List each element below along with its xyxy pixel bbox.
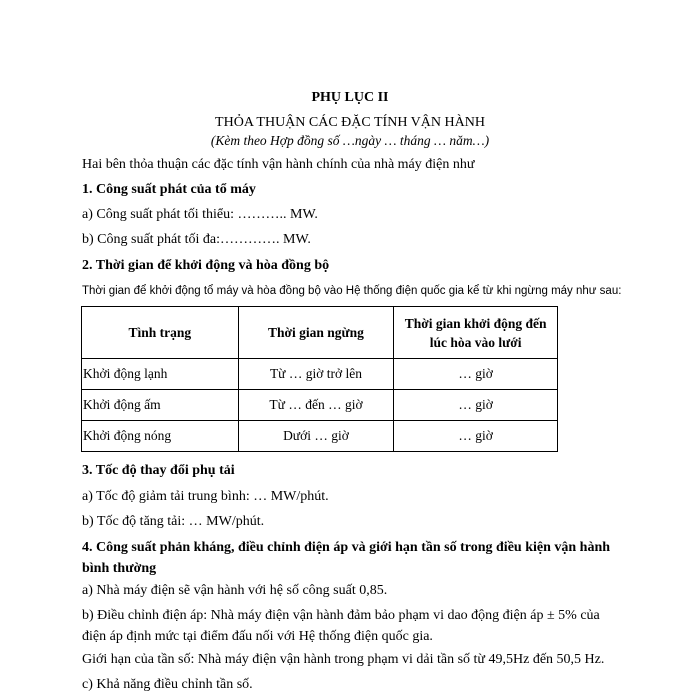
section-1-item-a: a) Công suất phát tối thiểu: ……….. MW. <box>82 207 318 222</box>
section-4-item-c: c) Khả năng điều chỉnh tần số. <box>82 677 253 692</box>
table-cell-downtime: Dưới … giờ <box>238 421 394 452</box>
table-cell-downtime: Từ … giờ trở lên <box>238 359 394 390</box>
table-header-startup-time: Thời gian khởi động đến lúc hòa vào lưới <box>394 307 558 359</box>
table-row <box>82 390 558 421</box>
section-2-heading: 2. Thời gian để khởi động và hòa đồng bộ <box>82 258 330 273</box>
table-cell-status: Khởi động lạnh <box>82 359 239 390</box>
section-2-description: Thời gian để khởi động tổ máy và hòa đồng bộ vào Hệ thống điện quốc gia kể từ khi ngừng máy như sau: <box>82 285 622 297</box>
section-1-heading: 1. Công suất phát của tổ máy <box>82 182 256 197</box>
contract-reference-note: (Kèm theo Hợp đồng số …ngày … tháng … năm…) <box>210 133 490 148</box>
table-cell-startup-time: … giờ <box>394 390 558 421</box>
table-row <box>82 421 558 452</box>
intro-paragraph: Hai bên thỏa thuận các đặc tính vận hành chính của nhà máy điện như <box>82 157 475 172</box>
table-header-row <box>82 307 558 359</box>
section-3-item-b: b) Tốc độ tăng tải: … MW/phút. <box>82 514 265 529</box>
table-cell-downtime: Từ … đến … giờ <box>238 390 394 421</box>
section-3-item-a: a) Tốc độ giảm tải trung bình: … MW/phút. <box>82 489 329 504</box>
appendix-title: PHỤ LỤC II <box>311 90 389 105</box>
document-title: THỎA THUẬN CÁC ĐẶC TÍNH VẬN HÀNH <box>215 115 485 130</box>
table-cell-status: Khởi động ấm <box>82 390 239 421</box>
startup-time-table <box>81 306 558 452</box>
table-header-status: Tình trạng <box>82 307 239 359</box>
section-3-heading: 3. Tốc độ thay đổi phụ tải <box>82 463 235 478</box>
table-cell-status: Khởi động nóng <box>82 421 239 452</box>
section-4-item-b: b) Điều chỉnh điện áp: Nhà máy điện vận hành đảm bảo phạm vi dao động điện áp ± 5% của điện áp định mức tại điểm đấu nối với Hệ thống điện quốc gia. <box>82 608 600 644</box>
section-4-frequency-limit: Giới hạn của tần số: Nhà máy điện vận hành trong phạm vi dải tần số từ 49,5Hz đến 50,5 Hz. <box>82 652 605 667</box>
table-row <box>82 359 558 390</box>
table-cell-startup-time: … giờ <box>394 421 558 452</box>
section-1-item-b: b) Công suất phát tối đa:…………. MW. <box>82 232 311 247</box>
table-header-downtime: Thời gian ngừng <box>238 307 394 359</box>
table-cell-startup-time: … giờ <box>394 359 558 390</box>
section-4-item-a: a) Nhà máy điện sẽ vận hành với hệ số công suất 0,85. <box>82 583 388 598</box>
section-4-heading: 4. Công suất phản kháng, điều chỉnh điện áp và giới hạn tần số trong điều kiện vận hành bình thường <box>82 540 611 576</box>
